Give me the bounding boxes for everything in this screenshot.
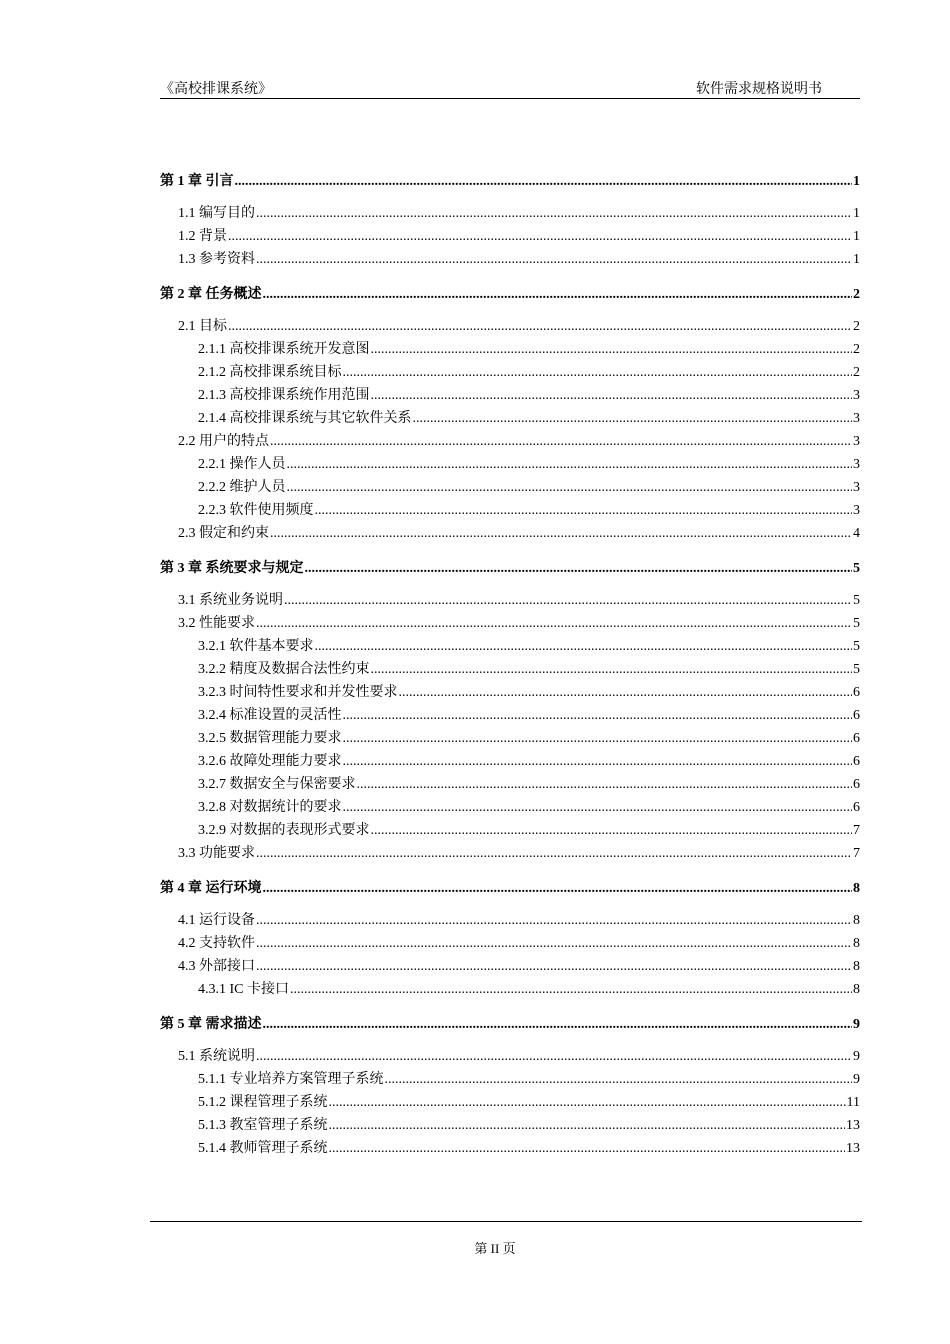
toc-section[interactable]	[160, 796, 860, 819]
toc-section[interactable]	[160, 704, 860, 727]
toc-leader-dots	[413, 407, 853, 430]
toc-leader-dots	[399, 681, 853, 704]
toc-entry-title: 3.1 系统业务说明	[178, 593, 283, 608]
toc-leader-dots	[371, 338, 853, 361]
toc-entry-title: 第 1 章 引言	[160, 174, 234, 189]
toc-entry-title: 2.2 用户的特点	[178, 434, 269, 449]
toc-entry-title: 5.1.3 教室管理子系统	[198, 1118, 328, 1133]
toc-leader-dots	[329, 1091, 846, 1114]
toc-leader-dots	[371, 384, 853, 407]
toc-leader-dots	[256, 202, 852, 225]
toc-section[interactable]	[160, 499, 860, 522]
toc-leader-dots	[343, 796, 853, 819]
toc-section[interactable]	[160, 635, 860, 658]
toc-section[interactable]	[160, 1068, 860, 1091]
toc-entry-page: 8	[853, 913, 860, 928]
toc-leader-dots	[256, 842, 852, 865]
toc-entry-page: 4	[853, 526, 860, 541]
toc-section[interactable]	[160, 384, 860, 407]
toc-entry-title: 3.2.1 软件基本要求	[198, 639, 314, 654]
toc-entry-title: 2.1 目标	[178, 319, 227, 334]
toc-entry-page: 5	[853, 593, 860, 608]
toc-entry-title: 1.2 背景	[178, 229, 227, 244]
toc-section[interactable]	[160, 773, 860, 796]
toc-entry-page: 6	[853, 754, 860, 769]
toc-entry-page: 3	[853, 503, 860, 518]
toc-entry-page: 8	[853, 936, 860, 951]
toc-leader-dots	[263, 1013, 853, 1036]
page-header	[160, 78, 860, 99]
toc-entry-page: 8	[853, 982, 860, 997]
toc-entry-title: 1.1 编写目的	[178, 206, 255, 221]
toc-leader-dots	[343, 727, 853, 750]
toc-entry-page: 13	[846, 1118, 860, 1133]
toc-leader-dots	[284, 589, 852, 612]
document-type: 软件需求规格说明书	[696, 82, 822, 97]
toc-entry-title: 5.1.4 教师管理子系统	[198, 1141, 328, 1156]
toc-section[interactable]	[160, 727, 860, 750]
toc-entry-page: 7	[853, 846, 860, 861]
toc-leader-dots	[371, 658, 853, 681]
toc-entry-title: 2.1.2 高校排课系统目标	[198, 365, 342, 380]
toc-entry-page: 1	[853, 229, 860, 244]
toc-entry-page: 8	[853, 881, 860, 896]
toc-entry-page: 13	[846, 1141, 860, 1156]
toc-chapter[interactable]	[160, 1013, 860, 1036]
toc-entry-page: 5	[853, 561, 860, 576]
toc-entry-page: 2	[853, 342, 860, 357]
toc-entry-title: 第 3 章 系统要求与规定	[160, 561, 304, 576]
toc-section[interactable]	[160, 430, 860, 453]
toc-entry-title: 3.2.2 精度及数据合法性约束	[198, 662, 370, 677]
toc-leader-dots	[287, 476, 853, 499]
toc-section[interactable]	[160, 453, 860, 476]
toc-entry-page: 2	[853, 365, 860, 380]
toc-leader-dots	[329, 1114, 846, 1137]
toc-entry-title: 2.1.3 高校排课系统作用范围	[198, 388, 370, 403]
toc-section[interactable]	[160, 909, 860, 932]
toc-section[interactable]	[160, 1091, 860, 1114]
toc-entry-title: 4.3 外部接口	[178, 959, 255, 974]
toc-entry-title: 3.2.6 故障处理能力要求	[198, 754, 342, 769]
toc-entry-title: 第 2 章 任务概述	[160, 287, 262, 302]
toc-leader-dots	[290, 978, 852, 1001]
toc-leader-dots	[385, 1068, 853, 1091]
toc-entry-title: 第 4 章 运行环境	[160, 881, 262, 896]
toc-section[interactable]	[160, 522, 860, 545]
toc-entry-page: 3	[853, 480, 860, 495]
toc-section[interactable]	[160, 248, 860, 271]
toc-entry-page: 3	[853, 388, 860, 403]
toc-section[interactable]	[160, 225, 860, 248]
toc-section[interactable]	[160, 315, 860, 338]
toc-section[interactable]	[160, 1114, 860, 1137]
toc-entry-title: 3.2.4 标准设置的灵活性	[198, 708, 342, 723]
toc-leader-dots	[371, 819, 853, 842]
toc-entry-page: 9	[853, 1049, 860, 1064]
toc-entry-page: 6	[853, 685, 860, 700]
toc-leader-dots	[263, 877, 853, 900]
toc-leader-dots	[256, 909, 852, 932]
toc-entry-page: 5	[853, 616, 860, 631]
toc-chapter[interactable]	[160, 283, 860, 306]
toc-entry-title: 2.1.1 高校排课系统开发意图	[198, 342, 370, 357]
toc-leader-dots	[287, 453, 853, 476]
toc-leader-dots	[235, 170, 853, 193]
toc-section[interactable]	[160, 1045, 860, 1068]
toc-entry-page: 2	[853, 319, 860, 334]
document-title: 《高校排课系统》	[160, 82, 272, 97]
toc-leader-dots	[270, 522, 852, 545]
toc-leader-dots	[305, 557, 853, 580]
toc-entry-title: 2.1.4 高校排课系统与其它软件关系	[198, 411, 412, 426]
toc-entry-page: 2	[853, 287, 860, 302]
toc-leader-dots	[343, 750, 853, 773]
toc-entry-page: 8	[853, 959, 860, 974]
toc-entry-page: 3	[853, 434, 860, 449]
toc-entry-page: 6	[853, 708, 860, 723]
toc-entry-title: 4.2 支持软件	[178, 936, 255, 951]
toc-entry-page: 6	[853, 731, 860, 746]
toc-leader-dots	[270, 430, 852, 453]
toc-section[interactable]	[160, 842, 860, 865]
toc-section[interactable]	[160, 955, 860, 978]
toc-entry-page: 1	[853, 174, 860, 189]
toc-section[interactable]	[160, 681, 860, 704]
toc-section[interactable]	[160, 658, 860, 681]
toc-entry-title: 2.3 假定和约束	[178, 526, 269, 541]
toc-leader-dots	[343, 361, 853, 384]
table-of-contents	[160, 170, 860, 1160]
toc-entry-title: 4.1 运行设备	[178, 913, 255, 928]
toc-entry-title: 5.1.1 专业培养方案管理子系统	[198, 1072, 384, 1087]
toc-entry-title: 2.2.2 维护人员	[198, 480, 286, 495]
page-number: 第 II 页	[474, 1241, 516, 1256]
toc-entry-title: 4.3.1 IC 卡接口	[198, 982, 289, 997]
toc-chapter[interactable]	[160, 170, 860, 193]
toc-section[interactable]	[160, 589, 860, 612]
toc-entry-page: 9	[853, 1017, 860, 1032]
toc-section[interactable]	[160, 819, 860, 842]
toc-entry-page: 5	[853, 662, 860, 677]
toc-chapter[interactable]	[160, 557, 860, 580]
toc-entry-title: 3.2.3 时间特性要求和并发性要求	[198, 685, 398, 700]
toc-section[interactable]	[160, 932, 860, 955]
toc-entry-page: 1	[853, 252, 860, 267]
toc-section[interactable]	[160, 202, 860, 225]
toc-leader-dots	[228, 315, 852, 338]
toc-leader-dots	[315, 499, 853, 522]
toc-entry-page: 3	[853, 457, 860, 472]
toc-entry-page: 5	[853, 639, 860, 654]
toc-leader-dots	[228, 225, 852, 248]
toc-section[interactable]	[160, 612, 860, 635]
toc-leader-dots	[329, 1137, 846, 1160]
toc-leader-dots	[357, 773, 853, 796]
toc-entry-title: 3.3 功能要求	[178, 846, 255, 861]
toc-entry-title: 1.3 参考资料	[178, 252, 255, 267]
toc-section[interactable]	[160, 476, 860, 499]
toc-leader-dots	[256, 932, 852, 955]
toc-leader-dots	[256, 612, 852, 635]
toc-entry-title: 5.1.2 课程管理子系统	[198, 1095, 328, 1110]
toc-leader-dots	[343, 704, 853, 727]
toc-entry-title: 3.2.7 数据安全与保密要求	[198, 777, 356, 792]
toc-entry-title: 5.1 系统说明	[178, 1049, 255, 1064]
toc-entry-title: 2.2.3 软件使用频度	[198, 503, 314, 518]
toc-section[interactable]	[160, 361, 860, 384]
toc-entry-title: 3.2.8 对数据统计的要求	[198, 800, 342, 815]
toc-entry-title: 3.2.5 数据管理能力要求	[198, 731, 342, 746]
toc-entry-page: 1	[853, 206, 860, 221]
toc-entry-title: 第 5 章 需求描述	[160, 1017, 262, 1032]
toc-entry-page: 11	[846, 1095, 860, 1110]
toc-section[interactable]	[160, 978, 860, 1001]
toc-chapter[interactable]	[160, 877, 860, 900]
toc-leader-dots	[263, 283, 853, 306]
toc-section[interactable]	[160, 1137, 860, 1160]
toc-entry-title: 3.2.9 对数据的表现形式要求	[198, 823, 370, 838]
toc-section[interactable]	[160, 750, 860, 773]
footer-divider	[150, 1221, 862, 1222]
toc-section[interactable]	[160, 407, 860, 430]
toc-entry-title: 2.2.1 操作人员	[198, 457, 286, 472]
toc-entry-page: 6	[853, 800, 860, 815]
toc-entry-page: 3	[853, 411, 860, 426]
toc-leader-dots	[256, 248, 852, 271]
toc-entry-title: 3.2 性能要求	[178, 616, 255, 631]
toc-leader-dots	[315, 635, 853, 658]
toc-section[interactable]	[160, 338, 860, 361]
toc-leader-dots	[256, 955, 852, 978]
toc-entry-page: 6	[853, 777, 860, 792]
toc-entry-page: 9	[853, 1072, 860, 1087]
toc-leader-dots	[256, 1045, 852, 1068]
toc-entry-page: 7	[853, 823, 860, 838]
